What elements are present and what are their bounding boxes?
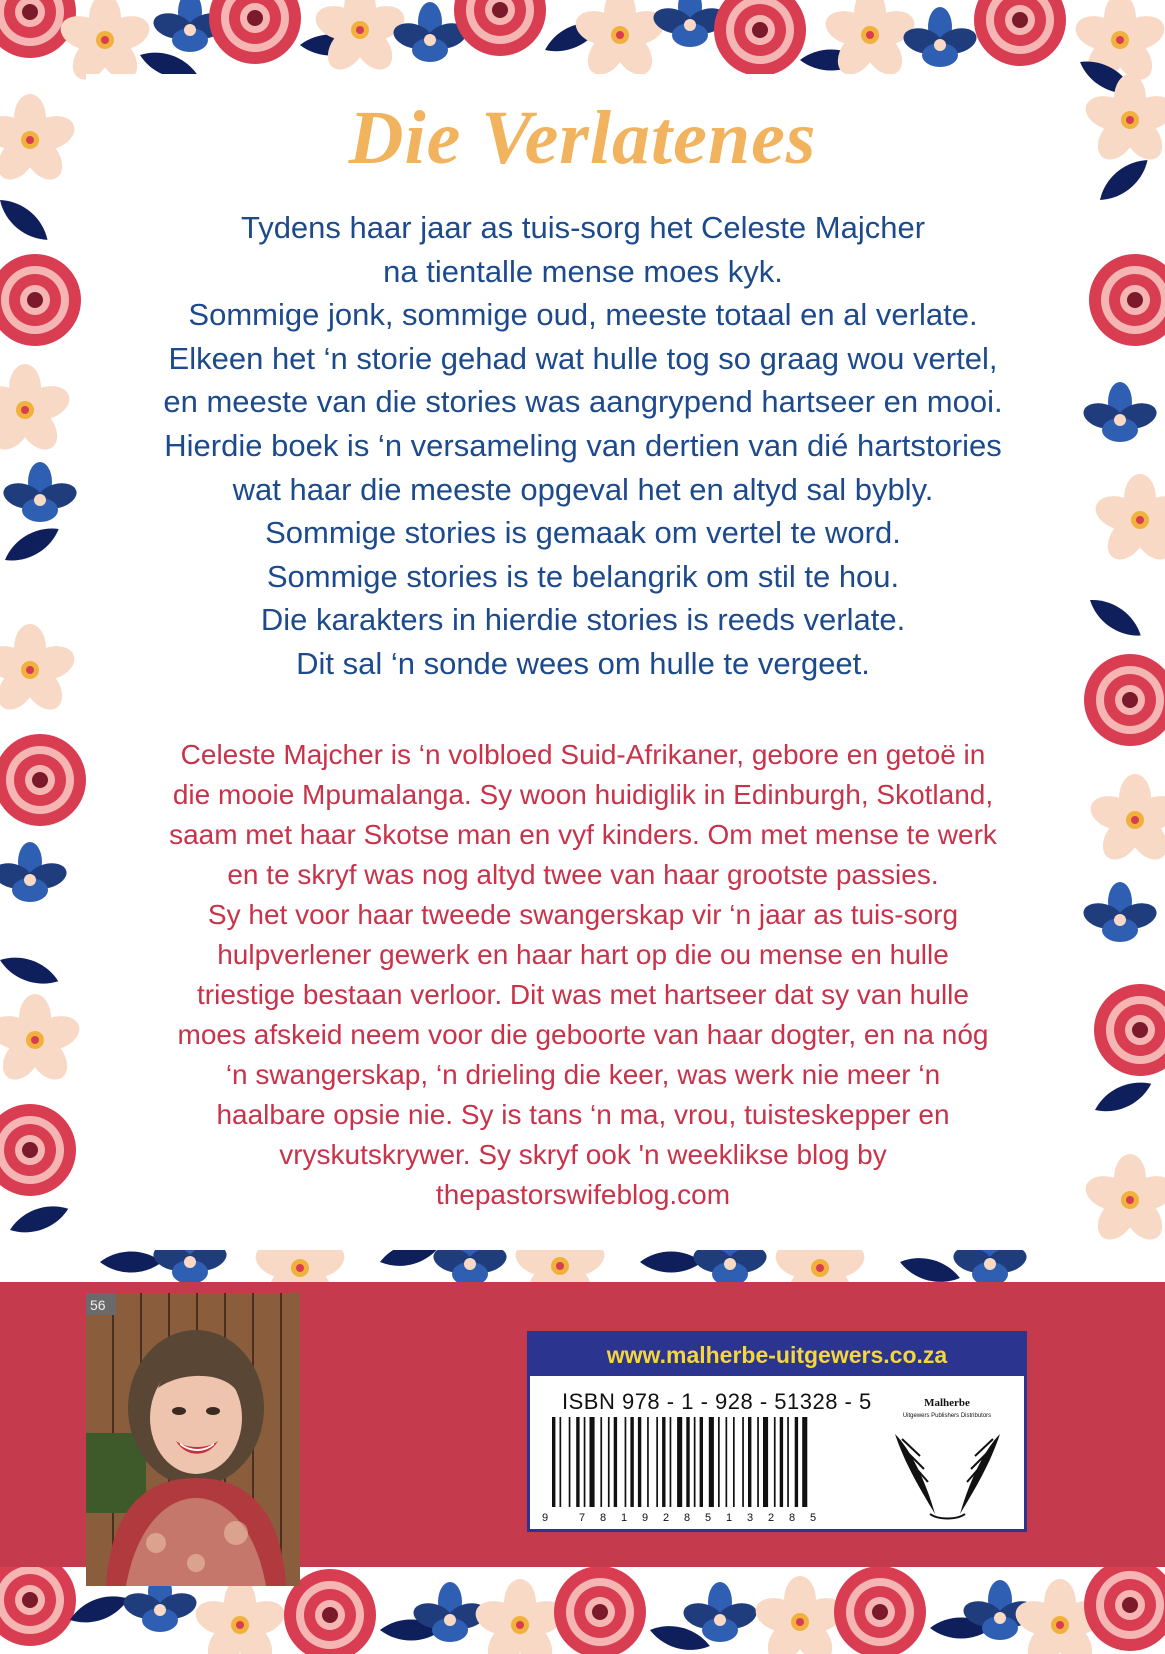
isbn-box (527, 1331, 1027, 1532)
barcode-digit: 8 (789, 1512, 796, 1524)
book-title: Die Verlatenes (348, 96, 817, 180)
barcode-digit: 8 (684, 1512, 691, 1524)
author-photo (86, 1293, 300, 1586)
publisher-logo (890, 1394, 1005, 1524)
blurb-line: en meeste van die stories was aangrypend hartseer en mooi. (163, 384, 1003, 420)
feather-left-icon (895, 1434, 935, 1514)
feather-right-icon (960, 1434, 1000, 1514)
author-bio (96, 735, 1070, 1215)
barcode-digit: 5 (705, 1512, 712, 1524)
blurb-line: Die karakters in hierdie stories is reeds verlate. (260, 602, 906, 638)
blurb-line: Sommige stories is te belangrik om stil te hou. (266, 558, 900, 594)
bio-line: triestige bestaan verloor. Dit was met hartseer dat sy van hulle (197, 979, 969, 1010)
barcode-digit: 2 (768, 1512, 775, 1524)
blurb-line: Hierdie boek is ‘n versameling van dertien van dié hartstories (164, 427, 1002, 463)
publisher-website: www.malherbe-uitgewers.co.za (530, 1334, 1024, 1376)
blurb-line: na tientalle mense moes kyk. (383, 253, 783, 289)
bio-line: thepastorswifeblog.com (435, 1179, 731, 1210)
logo-tagline: Uitgewers Publishers Distributors (902, 1413, 992, 1419)
bio-line: Sy het voor haar tweede swangerskap vir ‘n jaar as tuis-sorg (207, 899, 959, 930)
book-blurb (96, 206, 1070, 686)
bio-line: en te skryf was nog altyd twee van haar grootste passies. (227, 859, 939, 890)
barcode-digit: 2 (663, 1512, 670, 1524)
bio-line: vryskutskrywer. Sy skryf ook 'n weeklikse blog by (279, 1139, 887, 1170)
bio-line: haalbare opsie nie. Sy is tans ‘n ma, vrou, tuisteskepper en (216, 1099, 950, 1130)
isbn-number: ISBN 978 - 1 - 928 - 51328 - 5 (562, 1389, 872, 1414)
logo-name: Malherbe (924, 1397, 970, 1409)
barcode (540, 1417, 855, 1524)
bio-line: saam met haar Skotse man en vyf kinders. Om met mense te werk (169, 819, 997, 850)
barcode-digit: 8 (600, 1512, 607, 1524)
blurb-line: Elkeen het ‘n storie gehad wat hulle tog so graag wou vertel, (168, 340, 998, 376)
bio-line: hulpverlener gewerk en haar hart op die ou mense en hulle (217, 939, 949, 970)
blurb-line: wat haar die meeste opgeval het en altyd sal bybly. (232, 471, 934, 507)
bio-line: die mooie Mpumalanga. Sy woon huidiglik in Edinburgh, Skotland, (172, 779, 994, 810)
barcode-digit: 3 (747, 1512, 754, 1524)
blurb-line: Dit sal ‘n sonde wees om hulle te vergeet. (296, 645, 870, 681)
barcode-digit: 7 (579, 1512, 586, 1524)
barcode-digit: 5 (810, 1512, 817, 1524)
barcode-digit: 1 (621, 1512, 628, 1524)
blurb-line: Sommige jonk, sommige oud, meeste totaal en al verlate. (188, 297, 978, 333)
bio-line: ‘n swangerskap, ‘n drieling die keer, was werk nie meer ‘n (225, 1059, 941, 1090)
barcode-digit: 9 (542, 1512, 549, 1524)
blurb-line: Tydens haar jaar as tuis-sorg het Celeste Majcher (240, 210, 926, 245)
bio-line: moes afskeid neem voor die geboorte van haar dogter, en na nóg (177, 1019, 989, 1050)
house-number: 56 (90, 1297, 106, 1313)
blurb-line: Sommige stories is gemaak om vertel te word. (265, 515, 901, 551)
barcode-digit: 1 (726, 1512, 733, 1524)
barcode-digit: 9 (642, 1512, 649, 1524)
bio-line: Celeste Majcher is ‘n volbloed Suid-Afrikaner, gebore en getoë in (180, 739, 986, 770)
